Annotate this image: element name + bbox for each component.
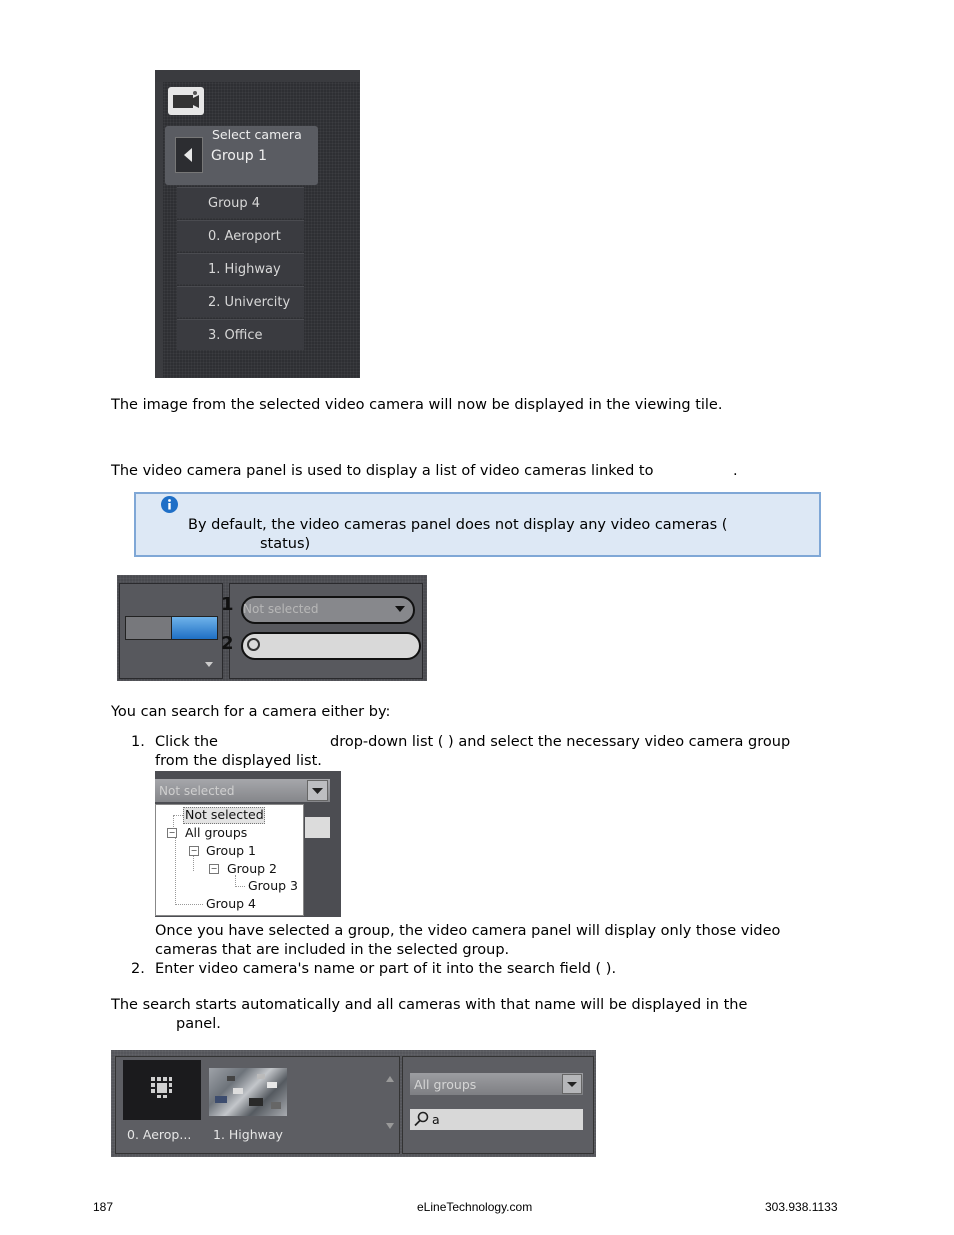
tree-dropdown-value: Not selected (159, 784, 235, 798)
scroll-down-icon[interactable] (386, 1123, 394, 1129)
step-1-after-line-2: cameras that are included in the selected group. (155, 942, 510, 958)
search-result-line-1: The search starts automatically and all cameras with that name will be displayed in the (111, 997, 748, 1013)
search-field[interactable] (241, 632, 421, 660)
chevron-left-icon (176, 138, 202, 172)
group-dropdown-value: All groups (414, 1077, 477, 1092)
camera-icon[interactable] (168, 87, 204, 115)
layout-thumb-blue[interactable] (171, 616, 218, 640)
camera-label-aeroport: 0. Aerop... (127, 1127, 192, 1142)
step-1-text-b: drop-down list ( ) and select the necessary video camera group (330, 734, 791, 750)
callout-2: 2 (221, 633, 234, 654)
chevron-down-icon[interactable] (395, 606, 405, 612)
tree-line (235, 886, 245, 888)
tree-dropdown-button[interactable] (307, 780, 328, 801)
tree-line (173, 815, 183, 817)
callout-1: 1 (221, 594, 234, 615)
menu-item-highway[interactable]: 1. Highway (177, 253, 304, 284)
search-intro: You can search for a camera either by: (111, 704, 391, 720)
filter-panel (402, 1056, 594, 1154)
tree-item-not-selected[interactable]: Not selected (185, 807, 264, 822)
step-1-text-c: from the displayed list. (155, 753, 322, 769)
current-group-label: Group 1 (211, 148, 267, 164)
tree-line (175, 904, 203, 906)
note-line-1: By default, the video cameras panel does not display any video cameras ( (188, 517, 728, 533)
search-icon (413, 1111, 429, 1131)
search-icon (247, 638, 260, 651)
collapse-icon[interactable]: − (168, 828, 176, 837)
paragraph-selected-camera: The image from the selected video camera will now be displayed in the viewing tile. (111, 397, 723, 413)
footer-page-number: 187 (93, 1200, 114, 1214)
layout-expand-icon[interactable] (205, 662, 213, 667)
tree-item-group-1[interactable]: Group 1 (206, 843, 256, 858)
footer-website[interactable]: eLineTechnology.com (417, 1200, 533, 1214)
chevron-down-icon (563, 1075, 581, 1093)
menu-item-office[interactable]: 3. Office (177, 319, 304, 350)
scroll-up-icon[interactable] (386, 1076, 394, 1082)
menu-item-group-4[interactable]: Group 4 (177, 187, 304, 218)
collapse-icon[interactable]: − (210, 864, 218, 873)
tree-item-group-4[interactable]: Group 4 (206, 896, 256, 911)
menu-item-aeroport[interactable]: 0. Aeroport (177, 220, 304, 251)
search-value: a (432, 1112, 440, 1127)
tree-item-group-3[interactable]: Group 3 (248, 878, 298, 893)
step-2-text: Enter video camera's name or part of it into the search field ( ). (155, 961, 617, 977)
collapse-icon[interactable]: − (190, 846, 198, 855)
step-2-number: 2. (131, 961, 145, 977)
panel-figure (117, 575, 427, 681)
search-result-line-2: panel. (176, 1016, 221, 1032)
group-dropdown-button[interactable] (562, 1074, 582, 1094)
camera-tile-highway[interactable] (209, 1068, 287, 1116)
note-line-2: status) (260, 536, 311, 552)
info-icon (161, 496, 178, 513)
back-button[interactable] (175, 137, 203, 173)
side-field[interactable] (305, 817, 330, 838)
top-strip (155, 70, 360, 82)
traffic-image (209, 1068, 287, 1116)
step-1-after-line-1: Once you have selected a group, the video camera panel will display only those video (155, 923, 781, 939)
group-dropdown-value: Not selected (243, 602, 319, 616)
tree-line (175, 837, 177, 905)
info-note (134, 492, 821, 557)
tree-line (193, 855, 195, 871)
left-edge-strip (155, 70, 163, 378)
step-1-text-a: Click the (155, 734, 218, 750)
footer-phone: 303.938.1133 (765, 1200, 838, 1214)
step-1-number: 1. (131, 734, 145, 750)
tree-item-group-2[interactable]: Group 2 (227, 861, 277, 876)
tree-figure (155, 771, 341, 917)
layout-thumb-gray[interactable] (125, 616, 172, 640)
select-camera-label: Select camera (212, 127, 302, 142)
result-figure (111, 1050, 596, 1157)
chevron-down-icon (308, 781, 327, 800)
camera-label-highway: 1. Highway (213, 1127, 283, 1142)
paragraph-panel-intro: The video camera panel is used to display a list of video cameras linked to (111, 463, 654, 479)
paragraph-panel-intro-end: . (733, 463, 738, 479)
menu-item-univercity[interactable]: 2. Univercity (177, 286, 304, 317)
tree-item-all-groups[interactable]: All groups (185, 825, 248, 840)
no-signal-icon (149, 1075, 174, 1100)
